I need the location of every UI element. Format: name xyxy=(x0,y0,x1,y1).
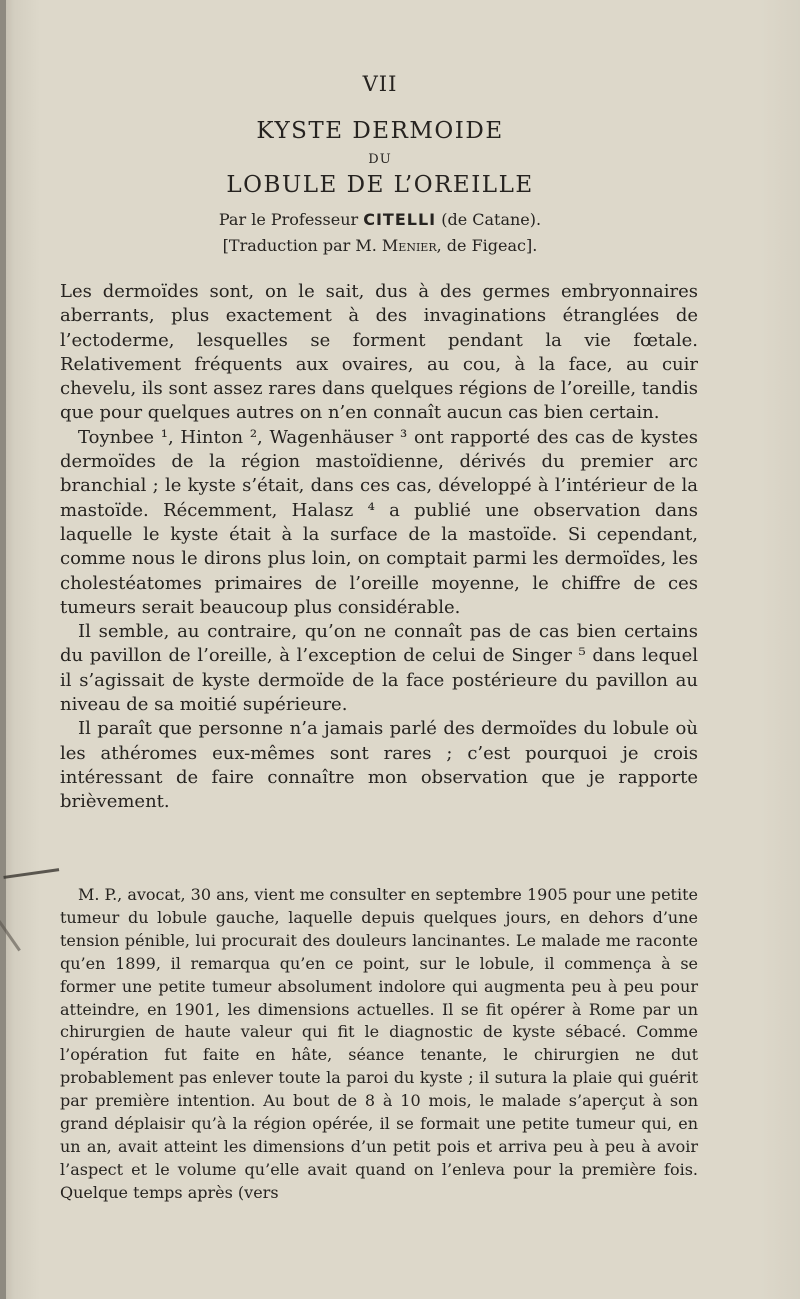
author-line xyxy=(0,210,760,229)
body-paragraph-1: Les dermoïdes sont, on le sait, dus à des germes embryonnaires aberrants, plus exactement à des invaginations étranglées de l’ectoderme, lesquelles se forment pendant la vie fœtale. Relativement fréquents aux ovaires, au cou, à la face, au cuir chevelu, ils sont assez rares dans quelques régions de l’oreille, tandis que pour quelques autres on n’en connaît aucun cas bien certain. xyxy=(60,281,698,424)
pencil-mark xyxy=(3,868,60,889)
author-name: CITELLI xyxy=(363,210,437,229)
title-connector: DU xyxy=(368,152,392,167)
body-paragraph-3: Il semble, au contraire, qu’on ne connaît pas de cas bien certains du pavillon de l’oreille, à l’exception de celui de Singer ⁵ dans lequel il s’agissait de kyste dermoïde de la face postérieure du pavillon au niveau de sa moitié supérieure. xyxy=(60,621,698,716)
translator-name: Menier xyxy=(381,236,437,255)
translation-suffix: , de Figeac]. xyxy=(436,236,538,255)
article-title: KYSTE DERMOIDE xyxy=(256,118,504,144)
main-body-text xyxy=(60,280,698,815)
translation-line xyxy=(0,236,760,255)
observation-paragraph: M. P., avocat, 30 ans, vient me consulter en septembre 1905 pour une petite tumeur du lobule gauche, laquelle depuis quelques jours, en dehors d’une tension pénible, lui procurait des douleurs lancinantes. Le malade me raconte qu’en 1899, il remarqua qu’en ce point, sur le lobule, il commença à se former une petite tumeur absolument indolore qui augmenta peu à peu pour atteindre, en 1901, les dimensions actuelles. Il se fit opérer à Rome par un chirurgien de haute valeur qui fit le diagnostic de kyste sébacé. Comme l’opération fut faite en hâte, séance tenante, le chirurgien ne dut probablement pas enlever toute la paroi du kyste ; il sutura la plaie qui guérit par première intention. Au bout de 8 à 10 mois, le malade s’aperçut à son grand déplaisir qu’à la région opérée, il se formait une petite tumeur qui, en un an, avait atteint les dimensions d’un petit pois et arriva peu à peu à avoir l’aspect et le volume qu’elle avait quand on l’enleva pour la première fois. Quelque temps après (vers xyxy=(60,885,698,1202)
body-paragraph-2: Toynbee ¹, Hinton ², Wagenhäuser ³ ont rapporté des cas de kystes dermoïdes de la région mastoïdienne, dérivés du premier arc branchial ; le kyste s’était, dans ces cas, développé à l’intérieur de la mastoïde. Récemment, Halasz ⁴ a publié une observation dans laquelle le kyste était à la surface de la mastoïde. Si cependant, comme nous le dirons plus loin, on comptait parmi les dermoïdes, les cholestéatomes primaires de l’oreille moyenne, le chiffre de ces tumeurs serait beaucoup plus considérable. xyxy=(60,426,698,618)
chapter-number: VII xyxy=(362,72,398,96)
body-paragraph-4: Il paraît que personne n’a jamais parlé des dermoïdes du lobule où les athéromes eux-mêmes sont rares ; c’est pourquoi je crois intéressant de faire connaître mon observation que je rapporte brièvement. xyxy=(60,718,698,813)
article-subtitle: LOBULE DE L’OREILLE xyxy=(226,172,534,198)
author-suffix: (de Catane). xyxy=(436,210,542,229)
translation-prefix: [Traduction par M. xyxy=(222,236,382,255)
case-observation xyxy=(60,884,698,1205)
author-prefix: Par le Professeur xyxy=(218,210,364,229)
